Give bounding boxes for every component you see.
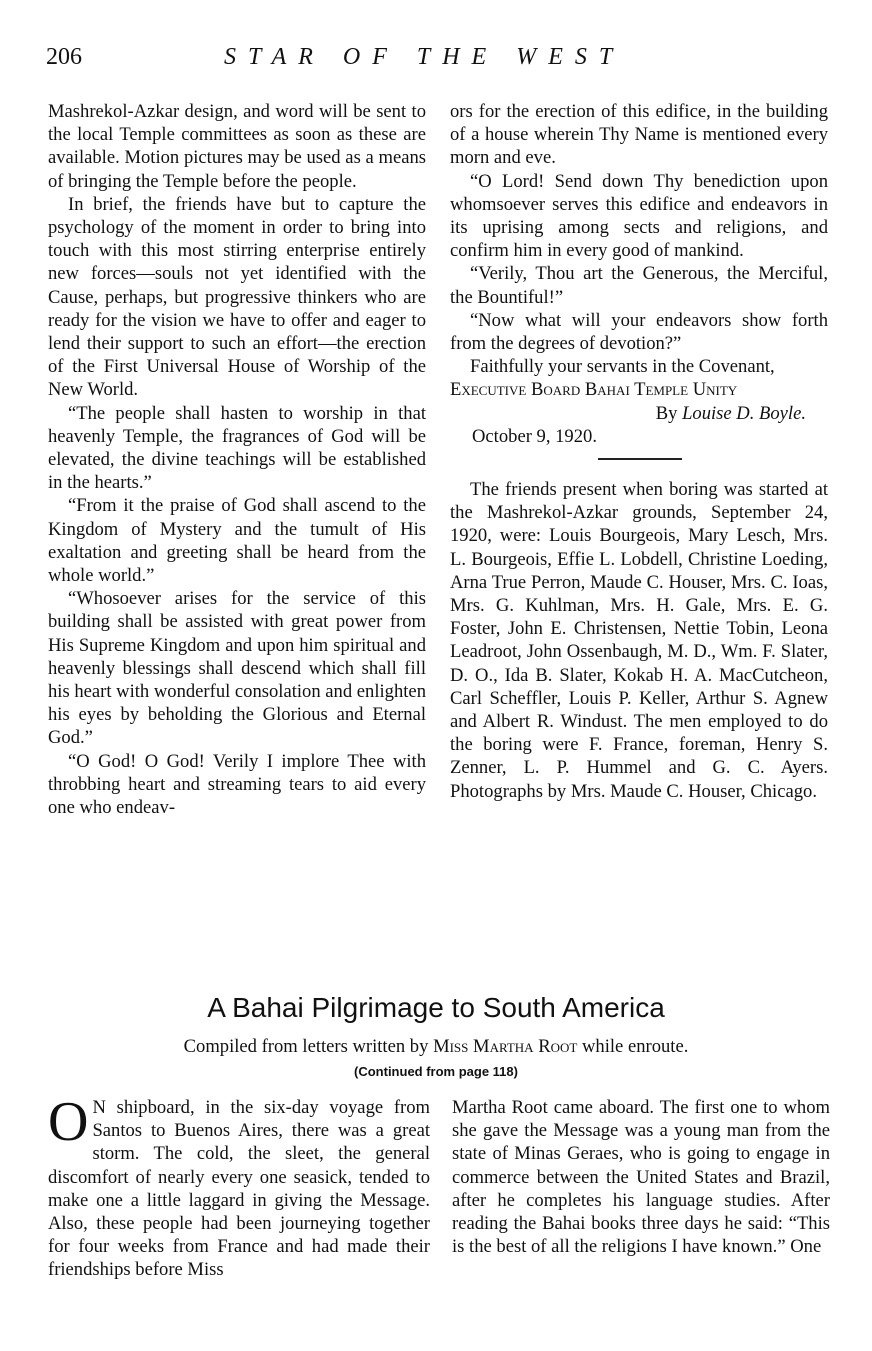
article-left-column	[48, 1091, 430, 1282]
section-divider	[598, 458, 682, 460]
signature-line	[450, 402, 828, 425]
page-number: 206	[46, 44, 82, 70]
quote-paragraph: “Now what will your endeavors show forth from the degrees of devotion?”	[450, 309, 828, 355]
quote-paragraph: “From it the praise of God shall ascend to the Kingdom of Mystery and the tumult of His exaltation and greeting shall be heard from the whole world.”	[48, 495, 426, 587]
byline-suffix: while enroute.	[582, 1036, 689, 1057]
quote-paragraph: “Whosoever arises for the service of this building shall be assisted with great power from His Supreme Kingdom and upon him spiritual and heavenly blessings shall descend which shall fill his heart with wonderful consolation and enlighten his eyes by beholding the Glorious and Eternal God.”	[48, 588, 426, 749]
byline-prefix: Compiled from letters written by	[183, 1036, 429, 1057]
letter-date: October 9, 1920.	[472, 425, 597, 447]
article-byline	[0, 1036, 872, 1058]
running-title: STAR OF THE WEST	[224, 44, 625, 70]
drop-cap: O	[48, 1091, 89, 1153]
paragraph	[48, 1091, 430, 1282]
article-title: A Bahai Pilgrimage to South America	[207, 992, 665, 1023]
paragraph: ors for the erection of this edifice, in the building of a house wherein Thy Name is mentioned every morn and eve.	[450, 101, 828, 169]
right-column	[450, 100, 828, 803]
quote-paragraph: “O God! O God! Verily I implore Thee with throbbing heart and streaming tears to aid every one who endeav-	[48, 750, 426, 819]
paragraph: Mashrekol-Azkar design, and word will be sent to the local Temple committees as soon as these are available. Motion pictures may be used as a means of bringing the Temple before the people.	[48, 101, 426, 192]
article-text-left: N shipboard, in the six-day voyage from Santos to Buenos Aires, there was a great storm. The cold, the sleet, the general discomfort of nearly every one seasick, tended to make one a little laggard in giving the Message. Also, these people had been journeying together for four weeks from France and had made their friendships before Miss	[48, 1097, 430, 1281]
paragraph: The friends present when boring was started at the Mashrekol-Azkar grounds, September 24, 1920, were: Louis Bourgeois, Mary Lesch, Mrs. L. Bourgeois, Effie L. Lobdell, Christine Loeding, Arna True Perron, Maude C. Houser, Mrs. C. Ioas, Mrs. G. Kuhlman, Mrs. H. Gale, Mrs. E. G. Foster, John E. Christensen, Nettie Tobin, Leona Leadroot, John Ossenbaugh, M. D., Wm. F. Slater, D. O., Ida B. Slater, Kokab H. A. MacCutcheon, Carl Scheffler, Louis P. Keller, Arthur S. Agnew and Albert R. Windust. The men employed to do the boring were F. France, foreman, Henry S. Zenner, L. P. Hummel and G. C. Ayers. Photographs by Mrs. Maude C. Houser, Chicago.	[450, 479, 828, 802]
quote-paragraph: “Verily, Thou art the Generous, the Merciful, the Bountiful!”	[450, 263, 828, 308]
continued-note: (Continued from page 118)	[354, 1064, 518, 1079]
byline-author: Miss Martha Root	[433, 1036, 578, 1057]
quote-paragraph: “O Lord! Send down Thy benediction upon whomsoever serves this edifice and endeavors in its uprising among sects and religions, and confirm him in every good of mankind.	[450, 170, 828, 262]
signature-name: Louise D. Boyle.	[682, 402, 806, 424]
article-text-right: Martha Root came aboard. The first one to whom she gave the Message was a young man from the state of Minas Geraes, who is going to engage in commerce between the United States and Brazil, after he completes his language studies. After reading the Bahai books three days he said: “This is the best of all the religions I have known.” One	[452, 1097, 830, 1258]
left-column	[48, 100, 426, 819]
quote-paragraph: “The people shall hasten to worship in that heavenly Temple, the fragrances of God will be elevated, the divine teachings will be established in the hearts.”	[48, 402, 426, 494]
signature-prefix: By	[655, 402, 678, 424]
signature-board: Executive Board Bahai Temple Unity	[450, 379, 738, 401]
page-header	[46, 44, 836, 80]
article-right-column	[452, 1096, 830, 1258]
paragraph: In brief, the friends have but to capture the psychology of the moment in order to bring into touch with this most stirring enterprise entirely new forces—souls not yet identified with the Cause, perhaps, but progressive thinkers who are ready for the vision we have to offer and eager to lend their support to such an effort—the erection of the First Universal House of Worship of the New World.	[48, 193, 426, 401]
closing-paragraph: Faithfully your servants in the Covenant,	[470, 356, 775, 378]
